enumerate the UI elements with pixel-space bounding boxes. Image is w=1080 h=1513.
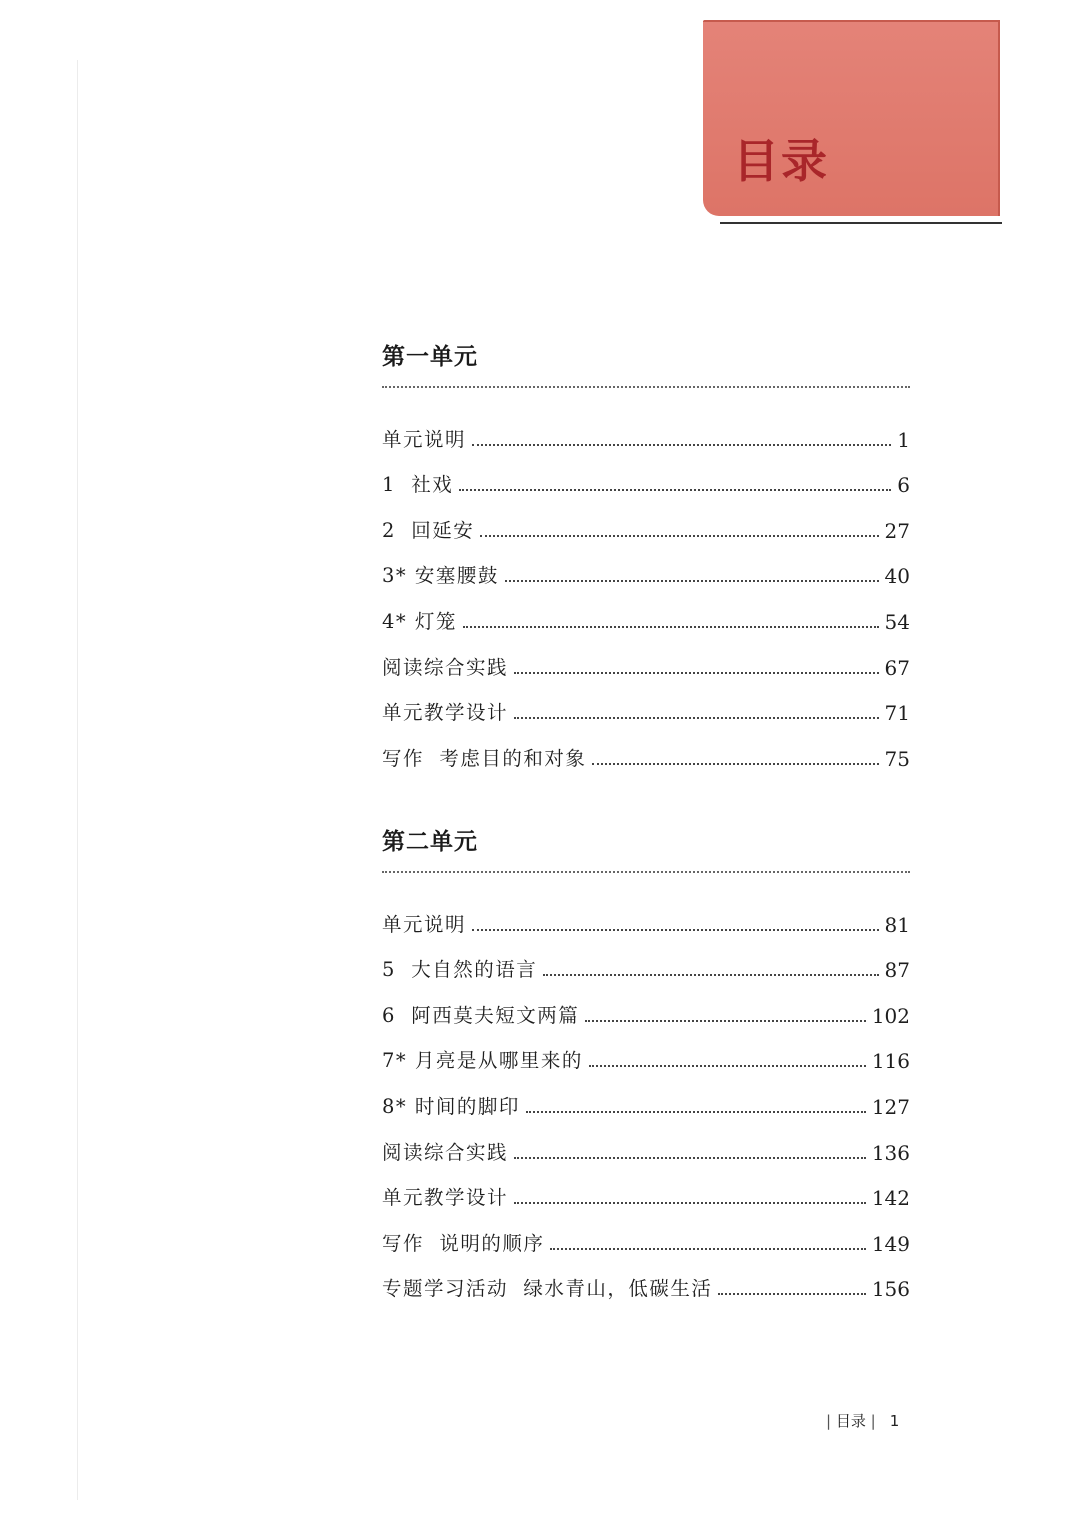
toc-entry[interactable]: [382, 725, 910, 771]
page-title: 目录: [733, 134, 829, 188]
dot-leader: [472, 444, 891, 446]
toc-entry[interactable]: [382, 543, 910, 589]
toc-entry-label: 6 阿西莫夫短文两篇: [382, 1003, 580, 1027]
title-banner: [703, 20, 1000, 216]
toc-entry-label: 单元说明: [382, 912, 467, 936]
dot-leader: [585, 1020, 866, 1022]
toc-entry[interactable]: [382, 891, 910, 937]
toc-entry[interactable]: [382, 1165, 910, 1211]
toc-entry-page: 67: [884, 655, 910, 680]
toc-entry[interactable]: [382, 1073, 910, 1119]
unit-heading: 第二单元: [382, 828, 478, 855]
dot-leader: [514, 1202, 866, 1204]
unit-divider: [382, 871, 910, 873]
toc-entry-page: 71: [884, 701, 910, 726]
toc-entry-page: 87: [884, 958, 910, 983]
toc-entry-page: 142: [871, 1186, 910, 1211]
dot-leader: [505, 580, 879, 582]
toc-entry-label: 单元教学设计: [382, 701, 509, 725]
toc-entry-label: 单元说明: [382, 427, 467, 451]
toc-entry[interactable]: [382, 1028, 910, 1074]
toc-entry-label: 2 回延安: [382, 518, 475, 542]
toc-entry-label: 8* 时间的脚印: [382, 1094, 520, 1118]
footer-separator: |: [826, 1412, 832, 1430]
toc-entry-page: 136: [871, 1140, 910, 1165]
page-footer: [826, 1410, 899, 1431]
toc-entry-label: 阅读综合实践: [382, 655, 509, 679]
toc-entry-page: 81: [884, 912, 910, 937]
dot-leader: [589, 1065, 866, 1067]
dot-leader: [480, 535, 878, 537]
dot-leader: [514, 672, 879, 674]
toc-entry-page: 127: [871, 1094, 910, 1119]
toc-list: [382, 891, 910, 1301]
toc-entry-label: 1 社戏: [382, 473, 454, 497]
dot-leader: [514, 717, 879, 719]
toc-entry[interactable]: [382, 937, 910, 983]
toc-entry-page: 40: [884, 564, 910, 589]
toc-entry-page: 116: [871, 1049, 910, 1074]
dot-leader: [592, 763, 878, 765]
toc-entry-label: 单元教学设计: [382, 1186, 509, 1210]
dot-leader: [514, 1157, 866, 1159]
dot-leader: [718, 1293, 865, 1295]
title-underline: [720, 222, 1002, 224]
footer-page-number: 1: [889, 1412, 900, 1430]
toc-entry-page: 75: [884, 746, 910, 771]
dot-leader: [550, 1248, 865, 1250]
dot-leader: [459, 489, 891, 491]
toc-entry[interactable]: [382, 680, 910, 726]
toc-list: [382, 406, 910, 771]
toc-entry[interactable]: [382, 452, 910, 498]
toc-entry-label: 阅读综合实践: [382, 1140, 509, 1164]
dot-leader: [526, 1111, 866, 1113]
toc-entry[interactable]: [382, 406, 910, 452]
toc-entry-page: 156: [871, 1277, 910, 1302]
dot-leader: [472, 929, 879, 931]
toc-entry[interactable]: [382, 1119, 910, 1165]
toc-entry[interactable]: [382, 982, 910, 1028]
toc-entry-label: 7* 月亮是从哪里来的: [382, 1049, 583, 1073]
dot-leader: [463, 626, 879, 628]
unit-heading: 第一单元: [382, 343, 478, 370]
toc-entry-page: 6: [897, 473, 910, 498]
footer-section-title: 目录: [835, 1412, 866, 1430]
toc-entry-label: 写作 考虑目的和对象: [382, 746, 587, 770]
toc-entry-label: 3* 安塞腰鼓: [382, 564, 499, 588]
toc-entry[interactable]: [382, 497, 910, 543]
toc-entry[interactable]: [382, 588, 910, 634]
toc-entry[interactable]: [382, 1256, 910, 1302]
unit-section: [382, 340, 910, 771]
footer-separator: |: [870, 1412, 876, 1430]
toc-entry-label: 写作 说明的顺序: [382, 1231, 545, 1255]
toc-entry-label: 5 大自然的语言: [382, 958, 538, 982]
dot-leader: [543, 974, 878, 976]
toc-entry[interactable]: [382, 634, 910, 680]
toc-entry-page: 27: [884, 518, 910, 543]
toc-entry-label: 专题学习活动 绿水青山，低碳生活: [382, 1277, 713, 1301]
toc-entry-page: 54: [884, 609, 910, 634]
page-edge: [77, 60, 78, 1500]
toc-entry-page: 1: [897, 427, 910, 452]
toc-entry-label: 4* 灯笼: [382, 609, 457, 633]
toc-entry-page: 149: [871, 1231, 910, 1256]
unit-section: [382, 825, 910, 1301]
toc-entry[interactable]: [382, 1210, 910, 1256]
unit-divider: [382, 386, 910, 388]
toc-entry-page: 102: [871, 1003, 910, 1028]
